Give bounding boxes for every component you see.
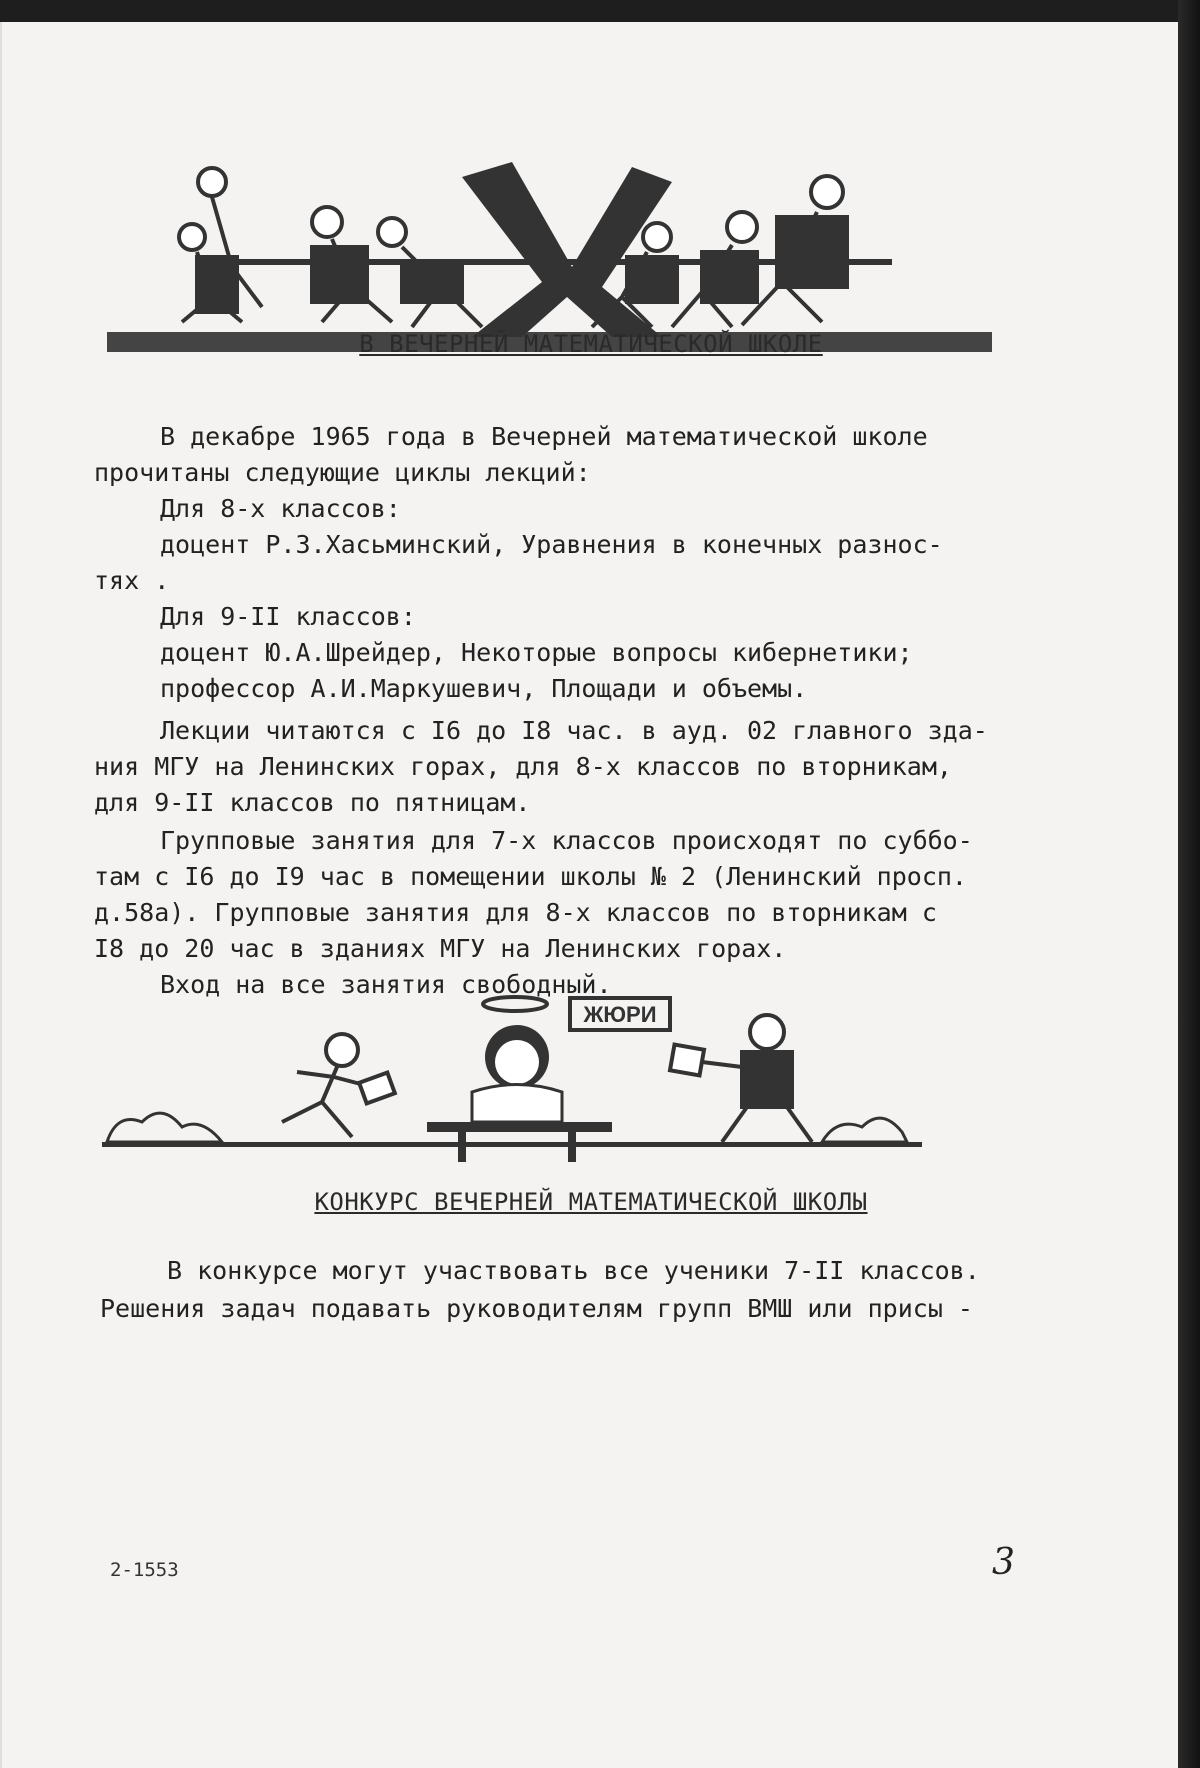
bush-right <box>822 1118 907 1142</box>
left-team-figures <box>179 168 482 327</box>
body-line: Вход на все занятия свободный. <box>160 970 612 999</box>
body-line: доцент Ю.А.Шрейдер, Некоторые вопросы кибернетики; <box>160 638 913 667</box>
scan-edge <box>1178 0 1200 1768</box>
jury-sign-label: ЖЮРИ <box>582 1002 656 1027</box>
page <box>0 22 1180 1768</box>
body-line: доцент Р.З.Хасьминский, Уравнения в конечных разнос- <box>160 530 943 559</box>
body-line: там с I6 до I9 час в помещении школы № 2 (Ленинский просп. <box>94 862 967 891</box>
body-line: ния МГУ на Ленинских горах, для 8-х классов по вторникам, <box>94 752 952 781</box>
body-line: В декабре 1965 года в Вечерней математической школе <box>160 422 928 451</box>
page-number: 3 <box>992 1542 1015 1583</box>
running-student-figure <box>282 1034 395 1137</box>
body-line: Групповые занятия для 7-х классов происходят по суббо- <box>160 826 973 855</box>
body-line: профессор А.И.Маркушевич, Площади и объемы. <box>160 674 807 703</box>
body-line: Лекции читаются с I6 до I8 час. в ауд. 02 главного зда- <box>160 716 988 745</box>
ground-line <box>102 1142 922 1147</box>
section-1-heading: В ВЕЧЕРНЕЙ МАТЕМАТИЧЕСКОЙ ШКОЛЕ <box>2 330 1180 358</box>
body-line: Для 8-х классов: <box>160 494 401 523</box>
body-line: Для 9-II классов: <box>160 602 416 631</box>
body-line: прочитаны следующие циклы лекций: <box>94 458 591 487</box>
body-line: для 9-II классов по пятницам. <box>94 788 531 817</box>
jury-illustration <box>102 992 922 1182</box>
big-x-mark <box>462 162 672 337</box>
body-line: тях . <box>94 566 169 595</box>
bush-left <box>107 1113 222 1142</box>
section-2-heading: КОНКУРС ВЕЧЕРНЕЙ МАТЕМАТИЧЕСКОЙ ШКОЛЫ <box>2 1188 1180 1216</box>
jury-sign <box>570 998 670 1030</box>
body-line: В конкурсе могут участвовать все ученики 7-II классов. <box>167 1256 980 1285</box>
approaching-student-figure <box>670 1015 812 1142</box>
body-line: I8 до 20 час в зданиях МГУ на Ленинских горах. <box>94 934 786 963</box>
body-line: Решения задач подавать руководителям групп ВМШ или присы - <box>100 1294 973 1323</box>
print-code: 2-1553 <box>110 1559 179 1581</box>
body-line: д.58а). Групповые занятия для 8-х классов по вторникам с <box>94 898 937 927</box>
